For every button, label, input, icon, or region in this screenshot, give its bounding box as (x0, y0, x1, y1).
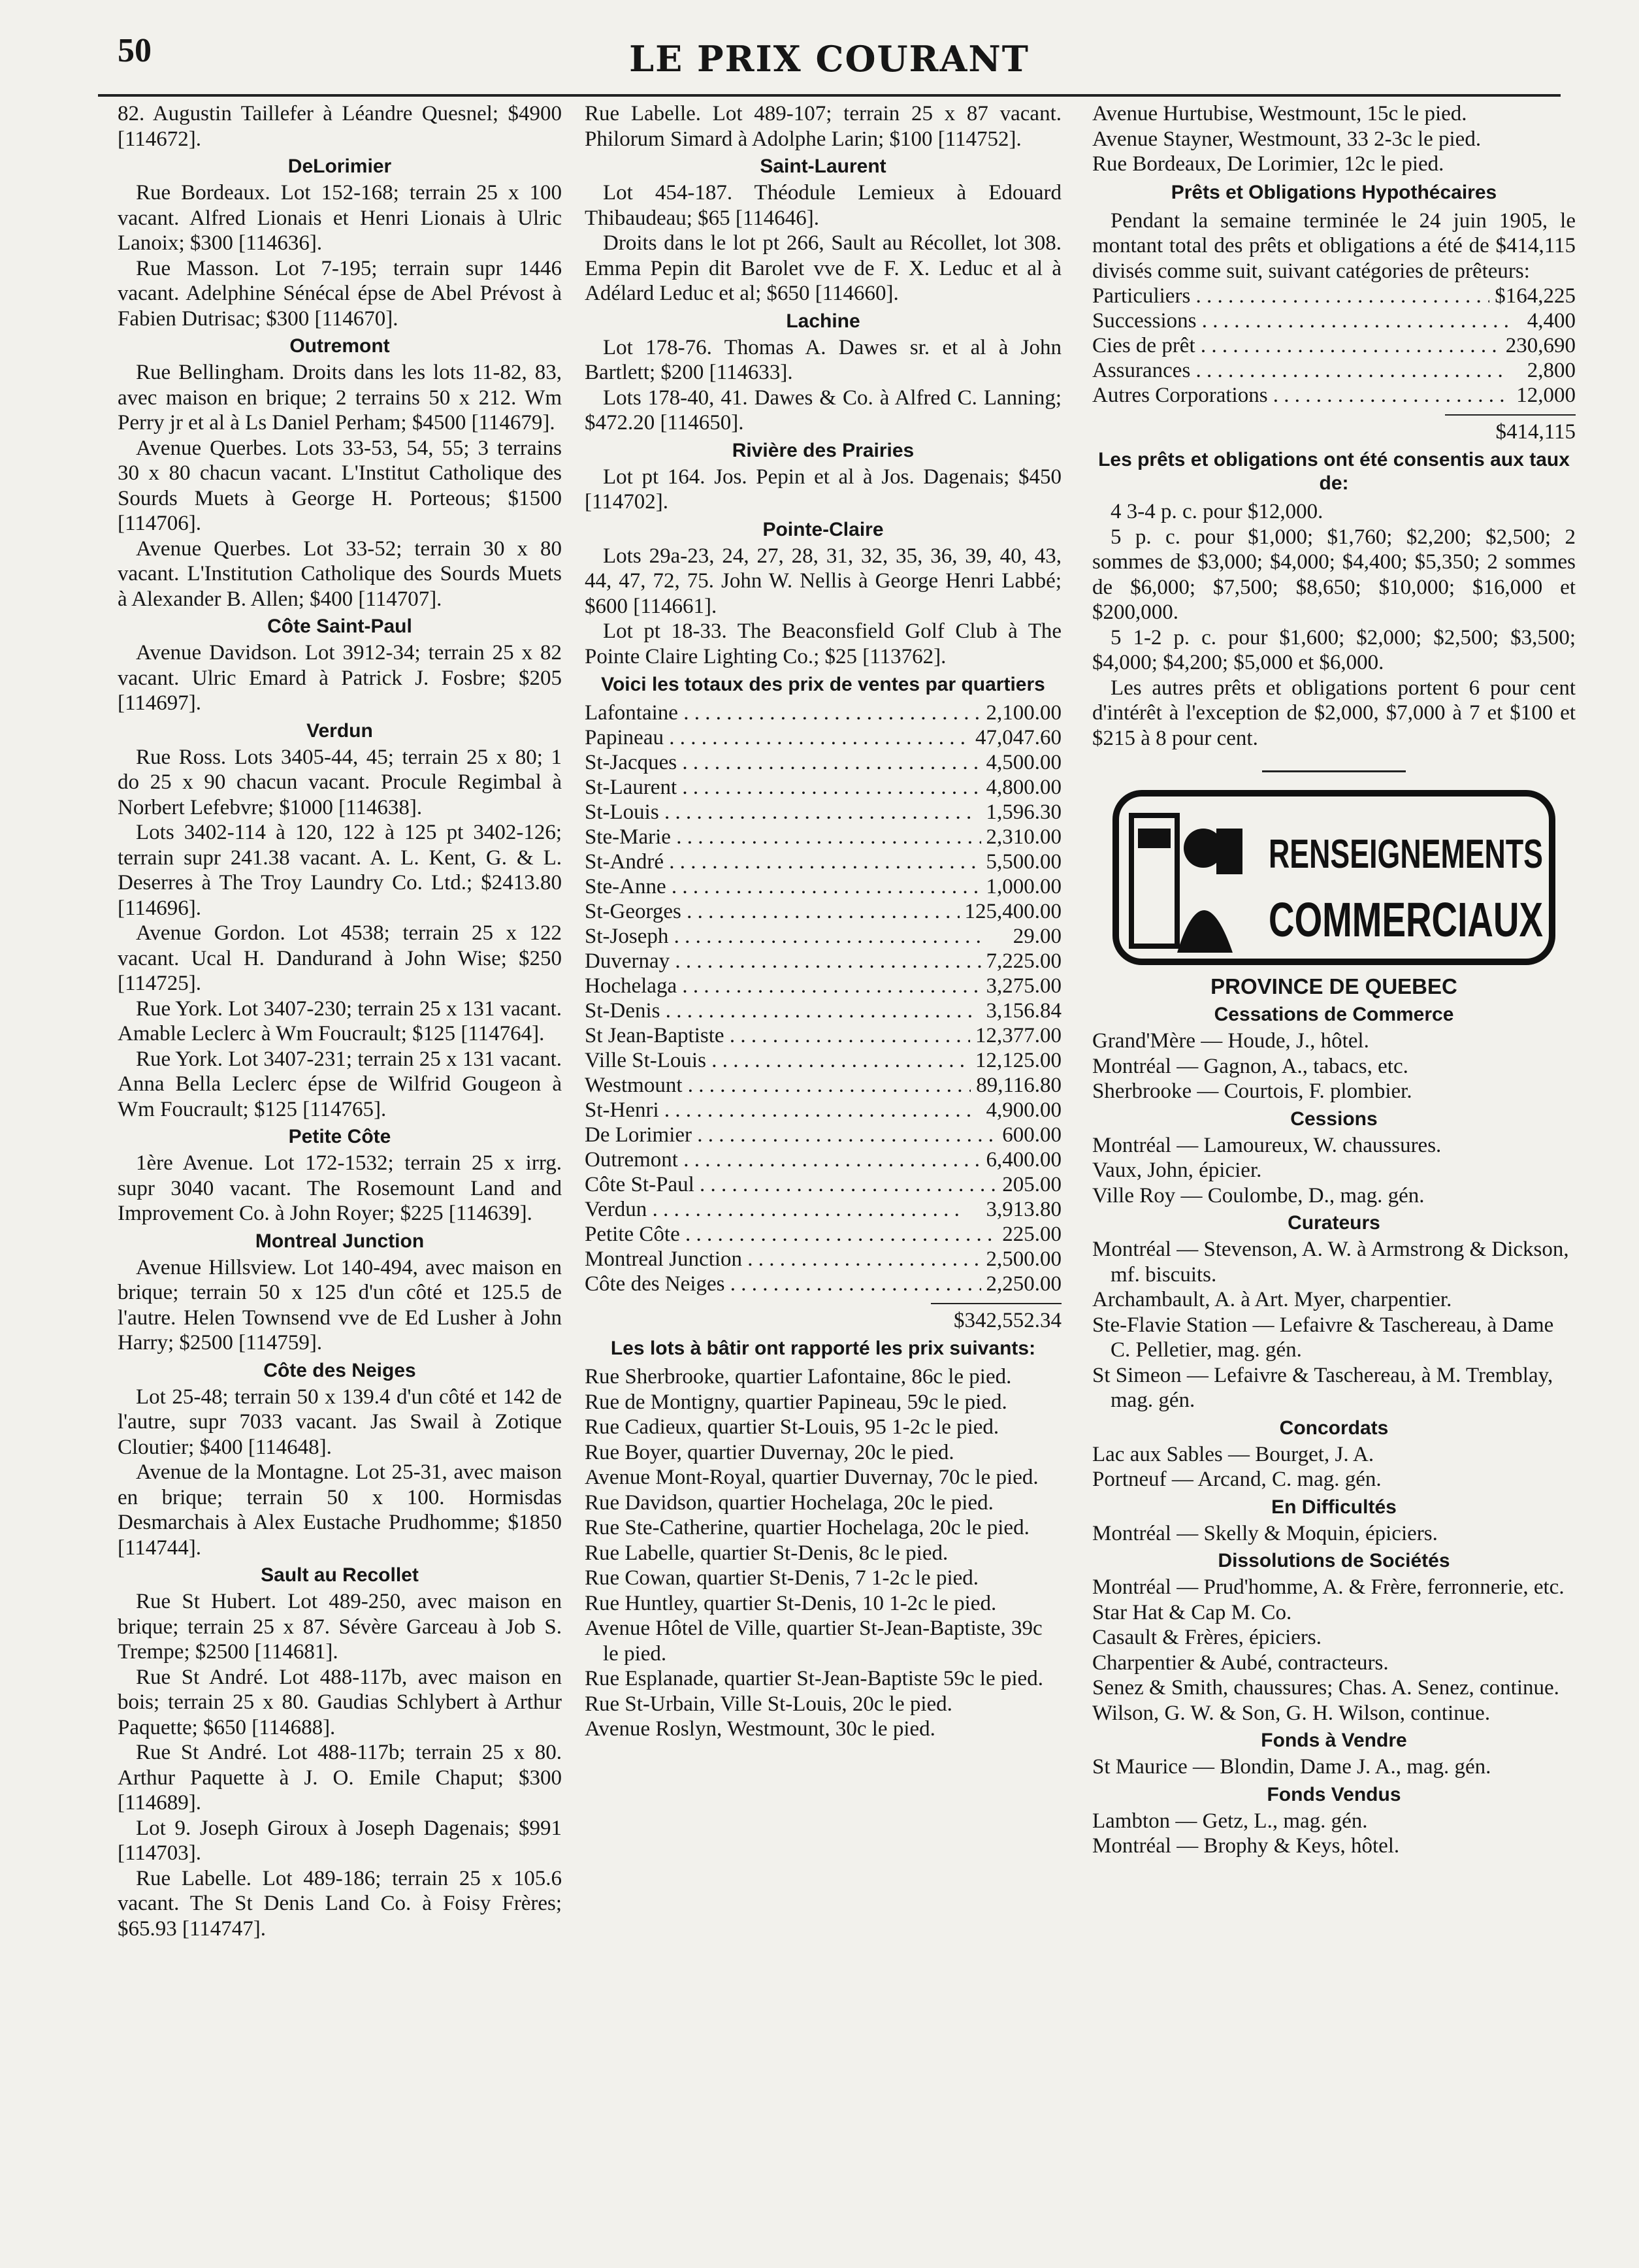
lot-price-item: Rue St-Urbain, Ville St-Louis, 20c le pied. (585, 1692, 952, 1716)
totals-heading: Voici les totaux des prix de ventes par quartiers (601, 674, 1045, 695)
totals-row (585, 1048, 1062, 1073)
renseignements-item: Montréal — Brophy & Keys, hôtel. (1092, 1834, 1400, 1858)
section-heading: Saint-Laurent (760, 156, 886, 177)
totals-row-label: Hochelaga . . . (585, 974, 981, 998)
totals-row-label: Verdun . . . (585, 1197, 981, 1222)
listing-entry: Rue Labelle. Lot 489-186; terrain 25 x 105.6 vacant. The St Denis Land Co. à Foisy Frères; $65.93 [114747]. (118, 1866, 562, 1941)
totals-row-label: Montreal Junction . . . (585, 1247, 981, 1272)
totals-row-label: Duvernay . . . (585, 949, 981, 974)
totals-row-value: 3,913.80 (986, 1198, 1062, 1221)
prets-row-value: 2,800 (1527, 359, 1576, 382)
listing-entry: Lot pt 18-33. The Beaconsfield Golf Club à The Pointe Claire Lighting Co.; $25 [113762]. (585, 619, 1062, 668)
totals-row-value: 2,310.00 (986, 825, 1062, 849)
totals-row-label: St-Joseph . . . (585, 924, 1008, 949)
lot-price-item: Rue Bordeaux, De Lorimier, 12c le pied. (1092, 152, 1444, 176)
lot-price-item: Rue Sherbrooke, quartier Lafontaine, 86c le pied. (585, 1365, 1012, 1389)
renseignements-item: Casault & Frères, épiciers. (1092, 1626, 1322, 1649)
prets-row-label: Particuliers . . . (1092, 284, 1489, 308)
renseignements-item: Montréal — Skelly & Moquin, épiciers. (1092, 1521, 1438, 1545)
totals-row-label: Côte des Neiges . . . (585, 1272, 981, 1296)
listing-entry: Lots 3402-114 à 120, 122 à 125 pt 3402-126; terrain supr 241.38 vacant. A. L. Kent, G. & L. Deserres à The Troy Laundry Co. Ltd.; $2413.80 [114696]. (118, 821, 562, 920)
lots-list (585, 1364, 1062, 1742)
totals-grand-total: $342,552.34 (954, 1309, 1062, 1332)
listing-entry: Avenue Davidson. Lot 3912-34; terrain 25 x 82 vacant. Ulric Emard à Patrick J. Fosbre; $205 [114697]. (118, 641, 562, 715)
totals-row-label: St Jean-Baptiste . . . (585, 1023, 970, 1048)
prets-row (1092, 284, 1576, 308)
renseignements-item: St Simeon — Lefaivre & Taschereau, à M. Tremblay, mag. gén. (1092, 1363, 1553, 1412)
listing-entry: Rue York. Lot 3407-231; terrain 25 x 131 vacant. Anna Bella Leclerc épse de Wilfrid Gougeon à Wm Foucrault; $125 [114765]. (118, 1047, 562, 1121)
journal-title: LE PRIX COURANT (629, 38, 1030, 80)
totals-row-label: Petite Côte . . . (585, 1222, 997, 1247)
lot-price-item: Avenue Mont-Royal, quartier Duvernay, 70c le pied. (585, 1466, 1039, 1489)
totals-row-label: St-Jacques . . . (585, 750, 981, 775)
totals-table (585, 700, 1062, 1296)
totals-row (585, 750, 1062, 775)
listing-entry: Avenue Gordon. Lot 4538; terrain 25 x 122 vacant. Ucal H. Dandurand à John Wise; $250 [114725]. (118, 921, 562, 995)
totals-row-label: De Lorimier . . . (585, 1123, 997, 1147)
totals-row (585, 1172, 1062, 1197)
prets-row-label: Successions . . . (1092, 308, 1522, 333)
section-heading: Lachine (786, 310, 860, 332)
lot-price-item: Rue Labelle, quartier St-Denis, 8c le pied. (585, 1541, 949, 1565)
listing-entry: 1ère Avenue. Lot 172-1532; terrain 25 x irrg. supr 3040 vacant. The Rosemount Land and Improvement Co. à John Royer; $225 [114639]. (118, 1151, 562, 1225)
prets-row-label: Autres Corporations . . . (1092, 383, 1511, 408)
totals-row (585, 924, 1062, 949)
totals-row-value: 4,900.00 (986, 1098, 1062, 1122)
section-rule (1262, 770, 1406, 772)
totals-row (585, 775, 1062, 800)
totals-row-value: 1,596.30 (986, 800, 1062, 824)
prets-row-label: Assurances . . . (1092, 358, 1522, 383)
totals-row (585, 1023, 1062, 1048)
totals-row (585, 974, 1062, 998)
totals-row-value: 29.00 (1013, 925, 1062, 948)
totals-sum-rule (931, 1303, 1062, 1304)
logo-line-1: RENSEIGNEMENTS (1269, 832, 1543, 877)
totals-row-label: St-Louis . . . (585, 800, 981, 825)
section-heading: Verdun (306, 719, 373, 742)
listing-entry: Rue Masson. Lot 7-195; terrain supr 1446 vacant. Adelphine Sénécal épse de Abel Prévost à Fabien Dutrisac; $300 [114670]. (118, 256, 562, 331)
renseignements-item: Montréal — Gagnon, A., tabacs, etc. (1092, 1054, 1408, 1078)
listing-entry: Rue St André. Lot 488-117b; terrain 25 x 80. Arthur Paquette à J. O. Emile Chaput; $300 [114689]. (118, 1741, 562, 1815)
prets-row (1092, 308, 1576, 333)
section-heading: Outremont (289, 335, 390, 357)
province-heading: PROVINCE DE QUEBEC (1210, 974, 1457, 998)
page-number: 50 (118, 32, 152, 69)
totals-row-value: 4,500.00 (986, 751, 1062, 774)
totals-row-label: St-André . . . (585, 849, 981, 874)
totals-row-value: 5,500.00 (986, 850, 1062, 874)
section-heading: Côte Saint-Paul (267, 616, 412, 637)
renseignements-item: Montréal — Prud'homme, A. & Frère, ferronnerie, etc. (1092, 1575, 1565, 1599)
prets-table (1092, 284, 1576, 408)
lot-price-item: Rue Cadieux, quartier St-Louis, 95 1-2c le pied. (585, 1415, 999, 1439)
totals-row-label: Ste-Anne . . . (585, 874, 981, 899)
taux-item: 5 p. c. pour $1,000; $1,760; $2,200; $2,500; 2 sommes de $3,000; $4,000; $4,400; $5,350; 2 sommes de $6,000; $7,500; $8,650; $10,000; $16,000 et $200,000. (1092, 525, 1576, 624)
totals-row (585, 1147, 1062, 1172)
listing-entry: Lot pt 164. Jos. Pepin et al à Jos. Dagenais; $450 [114702]. (585, 465, 1062, 514)
prets-sum-rule (1445, 414, 1576, 416)
prets-total: $414,115 (1495, 420, 1576, 444)
renseignements-commerciaux-logo (1112, 789, 1556, 966)
lot-price-item: Rue de Montigny, quartier Papineau, 59c le pied. (585, 1390, 1007, 1414)
totals-row (585, 800, 1062, 825)
totals-row (585, 1123, 1062, 1147)
totals-row (585, 1197, 1062, 1222)
lots-heading: Les lots à bâtir ont rapporté les prix suivants: (610, 1338, 1036, 1359)
renseignements-section-heading: Fonds Vendus (1267, 1783, 1401, 1805)
totals-row-label: Westmount . . . (585, 1073, 971, 1098)
totals-row-label: Lafontaine . . . (585, 700, 981, 725)
renseignements-item: Grand'Mère — Houde, J., hôtel. (1092, 1029, 1369, 1053)
renseignements-item: Lambton — Getz, L., mag. gén. (1092, 1809, 1368, 1833)
listing-entry: 82. Augustin Taillefer à Léandre Quesnel; $4900 [114672]. (118, 102, 562, 151)
prets-row (1092, 333, 1576, 358)
renseignements-item: Ville Roy — Coulombe, D., mag. gén. (1092, 1183, 1425, 1208)
totals-row-value: 7,225.00 (986, 949, 1062, 973)
header-rule (98, 94, 1561, 97)
renseignements-section-heading: Cessations de Commerce (1214, 1004, 1454, 1025)
totals-row-value: 12,377.00 (975, 1024, 1062, 1047)
listing-entry: Rue Bordeaux. Lot 152-168; terrain 25 x 100 vacant. Alfred Lionais et Henri Lionais à Ulric Lanoix; $300 [114636]. (118, 181, 562, 255)
renseignements-item: Ste-Flavie Station — Lefaivre & Taschereau, à Dame C. Pelletier, mag. gén. (1092, 1313, 1554, 1362)
totals-row-label: Papineau . . . (585, 725, 970, 750)
totals-row-value: 2,100.00 (986, 701, 1062, 725)
totals-row-value: 205.00 (1002, 1173, 1062, 1196)
section-heading: Petite Côte (288, 1126, 391, 1147)
totals-row (585, 825, 1062, 849)
column-2-listings (585, 101, 1062, 669)
listing-entry: Avenue Hillsview. Lot 140-494, avec maison en brique; terrain 50 x 125 d'un côté et 125.5 de l'autre. Helen Townsend vve de Ed Lusher à John Harry; $2500 [114759]. (118, 1255, 562, 1355)
logo-book-icon (1216, 829, 1242, 874)
listing-entry: Lot 454-187. Théodule Lemieux à Edouard Thibaudeau; $65 [114646]. (585, 181, 1062, 230)
lot-price-item: Rue Davidson, quartier Hochelaga, 20c le pied. (585, 1490, 994, 1515)
column-3 (1092, 101, 1576, 1859)
renseignements-section-heading: En Difficultés (1271, 1496, 1397, 1518)
prets-row-label: Cies de prêt . . . (1092, 333, 1501, 358)
page-header (98, 26, 1561, 78)
listing-entry: Lots 29a-23, 24, 27, 28, 31, 32, 35, 36, 39, 40, 43, 44, 47, 72, 75. John W. Nellis à George Henri Labbé; $600 [114661]. (585, 544, 1062, 618)
renseignements-section-heading: Cessions (1290, 1108, 1378, 1130)
totals-row (585, 899, 1062, 924)
section-heading: Sault au Recollet (261, 1564, 419, 1586)
totals-row-value: 3,156.84 (986, 999, 1062, 1023)
renseignements-item: St Maurice — Blondin, Dame J. A., mag. gén. (1092, 1755, 1491, 1779)
lot-price-item: Avenue Hôtel de Ville, quartier St-Jean-Baptiste, 39c le pied. (585, 1617, 1043, 1666)
totals-row (585, 874, 1062, 899)
renseignements-section-heading: Concordats (1279, 1417, 1389, 1439)
totals-row (585, 1222, 1062, 1247)
listing-entry: Rue St Hubert. Lot 489-250, avec maison en brique; terrain 25 x 87. Sévère Garceau à Job S. Trempe; $2500 [114681]. (118, 1590, 562, 1664)
totals-row-value: 12,125.00 (975, 1049, 1062, 1072)
totals-row (585, 949, 1062, 974)
totals-row-label: Ste-Marie . . . (585, 825, 981, 849)
logo-line-2: COMMERCIAUX (1269, 893, 1543, 947)
totals-row-label: St-Laurent . . . (585, 775, 981, 800)
listing-entry: Lot 9. Joseph Giroux à Joseph Dagenais; $991 [114703]. (118, 1816, 562, 1865)
column-3-lots-continued (1092, 101, 1576, 177)
totals-row-label: St-Henri . . . (585, 1098, 981, 1123)
listing-entry: Rue York. Lot 3407-230; terrain 25 x 131 vacant. Amable Leclerc à Wm Foucrault; $125 [114764]. (118, 996, 562, 1045)
taux-list (1092, 499, 1576, 751)
prets-row (1092, 383, 1576, 408)
renseignements-item: Lac aux Sables — Bourget, J. A. (1092, 1442, 1374, 1466)
listing-entry: Droits dans le lot pt 266, Sault au Récollet, lot 308. Emma Pepin dit Barolet vve de F. X. Leduc et al à Adélard Leduc et al; $650 [114660]. (585, 231, 1062, 305)
renseignements-item: Archambault, A. à Art. Myer, charpentier. (1092, 1288, 1452, 1311)
totals-row-value: 125,400.00 (964, 900, 1062, 923)
lot-price-item: Rue Boyer, quartier Duvernay, 20c le pied. (585, 1440, 954, 1464)
totals-row-value: 6,400.00 (986, 1148, 1062, 1172)
renseignements-item: Charpentier & Aubé, contracteurs. (1092, 1651, 1389, 1675)
totals-row (585, 725, 1062, 750)
totals-row-value: 47,047.60 (975, 726, 1062, 749)
totals-row-value: 2,500.00 (986, 1247, 1062, 1271)
listing-entry: Rue Ross. Lots 3405-44, 45; terrain 25 x 80; 1 do 25 x 90 chacun vacant. Procule Regimbal à Norbert Lefebvre; $1000 [114638]. (118, 745, 562, 819)
totals-row-value: 89,116.80 (976, 1074, 1062, 1097)
totals-row-value: 4,800.00 (986, 776, 1062, 799)
listing-entry: Avenue Querbes. Lots 33-53, 54, 55; 3 terrains 30 x 80 chacun vacant. L'Institut Catholique des Sourds Muets à George H. Porteous; $1500 [114706]. (118, 436, 562, 535)
taux-item: 5 1-2 p. c. pour $1,600; $2,000; $2,500; $3,500; $4,000; $4,200; $5,000 et $6,000. (1092, 625, 1576, 674)
renseignements-section-heading: Dissolutions de Sociétés (1218, 1550, 1450, 1571)
lot-price-item: Rue Huntley, quartier St-Denis, 10 1-2c le pied. (585, 1591, 997, 1615)
renseignements-section-heading: Fonds à Vendre (1261, 1730, 1407, 1751)
listing-entry: Rue St André. Lot 488-117b, avec maison en bois; terrain 25 x 80. Gaudias Schlybert à Arthur Paquette; $650 [114688]. (118, 1665, 562, 1739)
lot-price-item: Rue Cowan, quartier St-Denis, 7 1-2c le pied. (585, 1566, 979, 1590)
prets-row (1092, 358, 1576, 383)
section-heading: DeLorimier (287, 156, 392, 177)
totals-row (585, 849, 1062, 874)
prets-row-value: 4,400 (1527, 309, 1576, 333)
renseignements-item: Wilson, G. W. & Son, G. H. Wilson, continue. (1092, 1701, 1491, 1725)
renseignements-item: Vaux, John, épicier. (1092, 1159, 1262, 1182)
totals-row-value: 3,275.00 (986, 974, 1062, 998)
totals-row-label: St-Georges . . . (585, 899, 960, 924)
lot-price-item: Rue Ste-Catherine, quartier Hochelaga, 20c le pied. (585, 1516, 1030, 1539)
prets-heading: Prêts et Obligations Hypothécaires (1171, 181, 1497, 203)
lot-price-item: Avenue Hurtubise, Westmount, 15c le pied. (1092, 102, 1467, 125)
prets-row-value: 12,000 (1516, 384, 1576, 407)
totals-row-label: Ville St-Louis . . . (585, 1048, 970, 1073)
column-2 (585, 101, 1062, 1742)
listing-entry: Avenue de la Montagne. Lot 25-31, avec maison en brique; terrain 50 x 100. Hormisdas Desmarchais à Alex Eustache Prudhomme; $1850 [114744]. (118, 1460, 562, 1560)
renseignements-item: Montréal — Stevenson, A. W. à Armstrong & Dickson, mf. biscuits. (1092, 1238, 1569, 1287)
prets-row-value: 230,690 (1505, 334, 1576, 357)
renseignements-section-heading: Curateurs (1288, 1212, 1380, 1234)
lot-price-item: Avenue Stayner, Westmount, 33 2-3c le pied. (1092, 127, 1482, 151)
totals-row (585, 700, 1062, 725)
totals-row (585, 1098, 1062, 1123)
lot-price-item: Rue Esplanade, quartier St-Jean-Baptiste 59c le pied. (585, 1667, 1043, 1690)
prets-row-value: $164,225 (1495, 284, 1576, 308)
section-heading: Montreal Junction (255, 1230, 425, 1252)
listing-entry: Rue Labelle. Lot 489-107; terrain 25 x 87 vacant. Philorum Simard à Adolphe Larin; $100 [114752]. (585, 102, 1062, 151)
totals-row-value: 225.00 (1002, 1223, 1062, 1246)
totals-row-value: 1,000.00 (986, 875, 1062, 898)
renseignements-item: Sherbrooke — Courtois, F. plombier. (1092, 1079, 1412, 1103)
logo-drawer-icon (1138, 829, 1171, 848)
totals-row-value: 600.00 (1002, 1123, 1062, 1147)
totals-row-value: 2,250.00 (986, 1272, 1062, 1296)
listing-entry: Rue Bellingham. Droits dans les lots 11-82, 83, avec maison en brique; 2 terrains 50 x 212. Wm Perry jr et al à Ls Daniel Perham; $4500 [114679]. (118, 361, 562, 435)
section-heading: Rivière des Prairies (732, 439, 915, 461)
listing-entry: Lots 178-40, 41. Dawes & Co. à Alfred C. Lanning; $472.20 [114650]. (585, 386, 1062, 435)
prets-intro: Pendant la semaine terminée le 24 juin 1905, le montant total des prêts et obligations a été de $414,115 divisés comme suit, suivant catégories de prêteurs: (1092, 208, 1576, 283)
renseignements-item: Portneuf — Arcand, C. mag. gén. (1092, 1468, 1382, 1491)
totals-row-label: Outremont . . . (585, 1147, 981, 1172)
taux-heading: Les prêts et obligations ont été consentis aux taux de: (1098, 449, 1570, 494)
totals-row (585, 998, 1062, 1023)
totals-row-label: St-Denis . . . (585, 998, 981, 1023)
listing-entry: Lot 178-76. Thomas A. Dawes sr. et al à John Bartlett; $200 [114633]. (585, 335, 1062, 384)
totals-row (585, 1073, 1062, 1098)
section-heading: Côte des Neiges (263, 1359, 416, 1381)
totals-row (585, 1247, 1062, 1272)
taux-item: Les autres prêts et obligations portent 6 pour cent d'intérêt à l'exception de $2,000, $7,000 à 7 et $100 et $215 à 8 pour cent. (1092, 676, 1576, 750)
taux-item: 4 3-4 p. c. pour $12,000. (1111, 500, 1323, 523)
logo-figure-body-icon (1177, 910, 1233, 953)
renseignements-item: Star Hat & Cap M. Co. (1092, 1600, 1292, 1624)
renseignements-item: Senez & Smith, chaussures; Chas. A. Senez, continue. (1092, 1676, 1559, 1700)
renseignements-sections (1092, 1002, 1576, 1859)
totals-row (585, 1272, 1062, 1296)
column-1 (118, 101, 562, 1941)
totals-row-label: Côte St-Paul . . . (585, 1172, 997, 1197)
listing-entry: Lot 25-48; terrain 50 x 139.4 d'un côté et 142 de l'autre, supr 7033 vacant. Jas Swail à Zotique Cloutier; $400 [114648]. (118, 1385, 562, 1459)
listing-entry: Avenue Querbes. Lot 33-52; terrain 30 x 80 vacant. L'Institution Catholique des Sourds Muets à Alexander B. Allen; $400 [114707]. (118, 536, 562, 611)
lot-price-item: Avenue Roslyn, Westmount, 30c le pied. (585, 1717, 935, 1741)
renseignements-item: Montréal — Lamoureux, W. chaussures. (1092, 1133, 1442, 1157)
section-heading: Pointe-Claire (762, 518, 884, 540)
